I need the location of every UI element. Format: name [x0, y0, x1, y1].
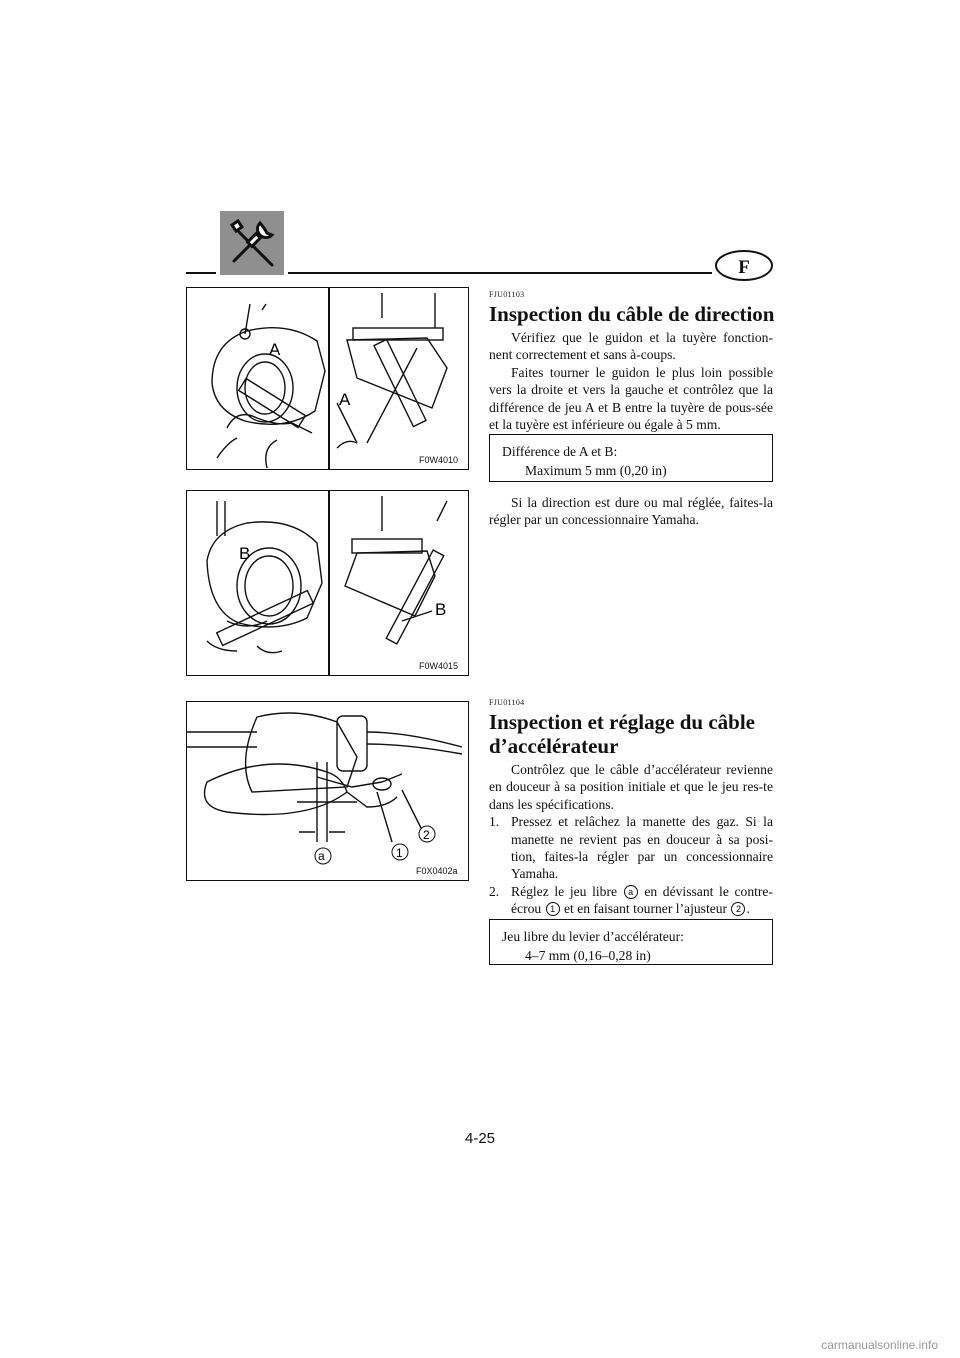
language-badge: F — [715, 250, 773, 281]
text-run: en dévissant le contre-écrou — [511, 883, 773, 917]
figure-throttle-cable — [186, 701, 469, 881]
marker-1: 1 — [546, 902, 560, 916]
spec-label: Différence de A et B: — [502, 444, 618, 459]
paragraph: Si la direction est dure ou mal réglée, faites-la régler par un concessionnaire Yamaha. — [489, 495, 773, 528]
callout-1: 1 — [396, 846, 403, 860]
list-text — [511, 883, 773, 918]
header-rule-left — [186, 272, 216, 274]
figure-code: F0W4015 — [419, 661, 459, 671]
figure-code: F0W4010 — [419, 455, 459, 465]
text-run: Réglez le jeu libre — [511, 883, 618, 899]
callout-a: a — [318, 849, 325, 863]
label-a-right: A — [339, 390, 351, 409]
label-a-left: A — [269, 340, 281, 359]
label-b-right: B — [435, 600, 447, 619]
figure-steering-b — [186, 490, 469, 676]
paragraph: Vérifiez que le guidon et la tuyère fonction-nent correctement et sans à-coups. — [489, 330, 773, 363]
spec-label: Jeu libre du levier d’accélérateur: — [502, 929, 684, 944]
list-item — [489, 813, 773, 883]
paragraph: Faites tourner le guidon le plus loin possible vers la droite et vers la gauche et contrôlez que la différence de jeu A et B entre la tuyère de pous-sée et la tuyère est inférieure ou égale à 5 mm. — [489, 364, 773, 433]
spec-value: 4–7 mm (0,16–0,28 in) — [525, 948, 651, 963]
section-title-line2: d’accélérateur — [489, 734, 619, 758]
callout-2: 2 — [423, 828, 430, 842]
spec-box — [489, 919, 773, 965]
section-code: FJU01104 — [489, 698, 525, 707]
text-run: et en faisant tourner l’ajusteur — [564, 901, 728, 917]
header-rule-right — [288, 272, 712, 274]
label-b-left: B — [239, 544, 251, 563]
spec-value: Maximum 5 mm (0,20 in) — [525, 463, 667, 478]
section-title: Inspection du câble de direction — [489, 302, 775, 326]
figure-divider — [328, 491, 330, 675]
figure-steering-a — [186, 287, 469, 470]
section-code: FJU01103 — [489, 290, 525, 299]
spec-box — [489, 434, 773, 482]
footer-watermark: carmanualsonline.info — [821, 1338, 938, 1352]
marker-a: a — [624, 885, 638, 899]
page-number: 4-25 — [464, 1130, 496, 1147]
section-title-line1: Inspection et réglage du câble — [489, 710, 755, 734]
paragraph: Contrôlez que le câble d’accélérateur revienne en douceur à sa position initiale et que le jeu res-te dans les spécifications. — [489, 762, 773, 812]
list-text: Pressez et relâchez la manette des gaz. Si la manette ne revient pas en douceur à sa posi-tion, faites-la régler par un concessionnaire Yamaha. — [511, 814, 773, 882]
tools-icon — [220, 211, 284, 275]
list-item — [489, 883, 773, 918]
figure-divider — [328, 288, 330, 469]
figure-code: F0X0402a — [416, 866, 458, 876]
marker-2: 2 — [731, 902, 745, 916]
list-number: 2. — [489, 883, 500, 899]
text-run: . — [746, 901, 750, 917]
list-number: 1. — [489, 814, 500, 830]
